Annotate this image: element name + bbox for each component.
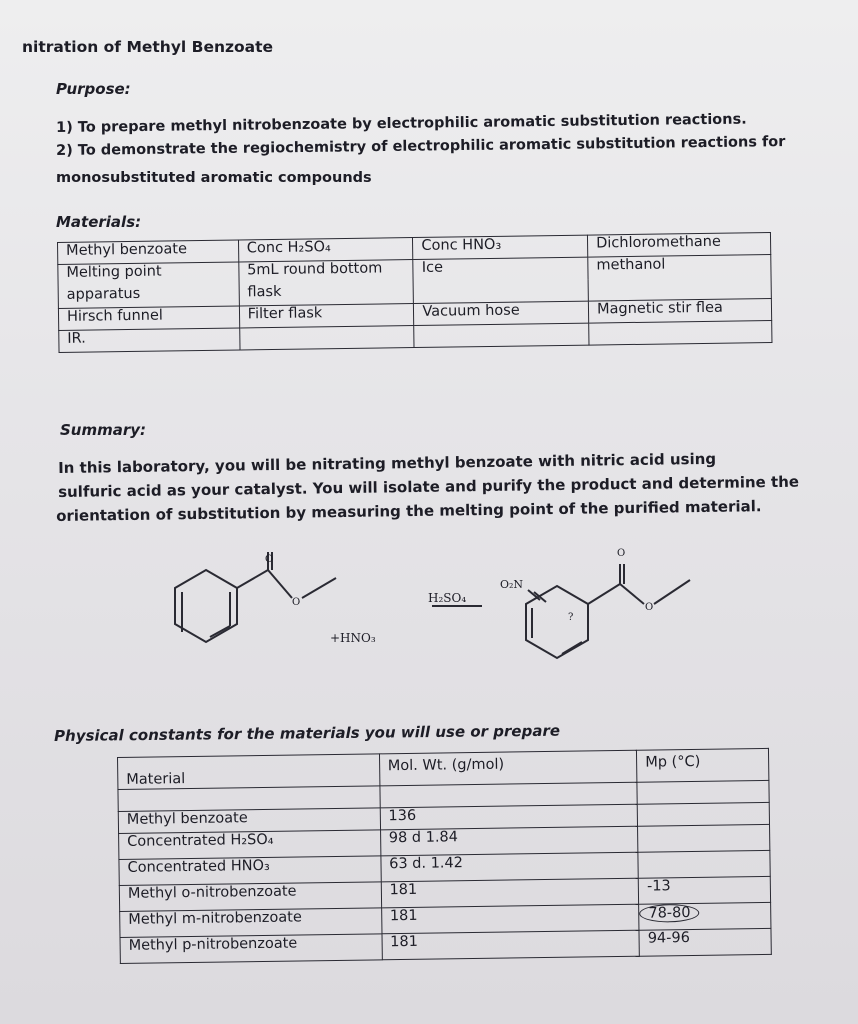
materials-cell xyxy=(414,323,589,347)
materials-cell: Filter flask xyxy=(239,304,414,328)
material-cell: Concentrated H₂SO₄ xyxy=(119,830,381,860)
mp-cell xyxy=(637,802,769,826)
material-cell: Methyl o-nitrobenzoate xyxy=(119,882,381,912)
reagent-label: +HNO₃ xyxy=(330,631,376,645)
mp-cell: -13 xyxy=(638,876,770,904)
molwt-cell: 181 xyxy=(382,930,640,960)
materials-cell: Hirsch funnel xyxy=(58,306,239,331)
materials-cell: IR. xyxy=(59,328,240,353)
mp-cell xyxy=(638,824,770,852)
methyl-nitrobenzoate-structure xyxy=(526,564,690,658)
spacer-cell xyxy=(637,780,769,804)
materials-heading: Materials: xyxy=(56,213,142,231)
mp-cell xyxy=(638,850,770,878)
molwt-cell xyxy=(381,904,639,934)
carbonyl-oxygen-label: O xyxy=(265,554,274,565)
ester-oxygen-label: O xyxy=(645,602,654,613)
molwt-cell: 98 d 1.84 xyxy=(380,826,638,856)
molwt-value: 181 xyxy=(389,907,418,925)
materials-cell: Ice xyxy=(413,257,588,281)
physical-constants-table xyxy=(117,748,772,964)
summary-line-2: sulfuric acid as your catalyst. You will isolate and purify the product and determine the xyxy=(58,472,800,501)
mp-cell: 94-96 xyxy=(639,928,771,956)
materials-cell xyxy=(239,326,414,350)
material-cell: Methyl benzoate xyxy=(118,808,380,834)
molwt-cell: 181 xyxy=(381,878,639,908)
materials-cell: 5mL round bottom xyxy=(239,260,414,284)
summary-line-1: In this laboratory, you will be nitrating methyl benzoate with nitric acid using xyxy=(58,449,717,477)
material-cell: Methyl p-nitrobenzoate xyxy=(120,934,382,964)
ester-oxygen-label: O xyxy=(292,597,301,608)
materials-cell: Conc HNO₃ xyxy=(413,235,588,259)
unknown-position-label: ? xyxy=(568,612,574,623)
materials-cell: Conc H₂SO₄ xyxy=(238,238,413,262)
purpose-line-2: 2) To demonstrate the regiochemistry of electrophilic aromatic substitution reactions for xyxy=(56,134,786,159)
materials-cell xyxy=(588,277,771,302)
nitro-group-label: O₂N xyxy=(500,578,524,591)
reaction-scheme xyxy=(0,540,858,680)
materials-cell: Methyl benzoate xyxy=(58,240,239,265)
materials-cell: methanol xyxy=(588,255,771,280)
materials-cell: flask xyxy=(239,282,414,306)
constants-heading: Physical constants for the materials you will use or prepare xyxy=(54,721,561,745)
mp-column-header: Mp (°C) xyxy=(637,748,769,782)
materials-cell: apparatus xyxy=(58,284,239,309)
summary-heading: Summary: xyxy=(60,421,147,439)
material-cell: Methyl m-nitrobenzoate xyxy=(120,908,382,938)
molwt-column-header: Mol. Wt. (g/mol) xyxy=(379,750,637,786)
materials-cell: Magnetic stir flea xyxy=(588,299,771,324)
mp-cell xyxy=(639,902,771,930)
purpose-line-1: 1) To prepare methyl nitrobenzoate by electrophilic aromatic substitution reactions. xyxy=(56,111,747,136)
molwt-cell: 63 d. 1.42 xyxy=(381,852,639,882)
molwt-cell: 136 xyxy=(380,804,638,830)
purpose-line-3: monosubstituted aromatic compounds xyxy=(56,170,372,186)
materials-cell: Vacuum hose xyxy=(414,301,589,325)
materials-cell xyxy=(589,321,772,346)
materials-cell: Melting point xyxy=(58,262,239,287)
materials-cell: Dichloromethane xyxy=(588,233,771,258)
circled-mp-value: 78-80 xyxy=(639,904,699,923)
materials-cell xyxy=(413,279,588,303)
summary-line-3: orientation of substitution by measuring the melting point of the purified material. xyxy=(56,497,762,525)
purpose-heading: Purpose: xyxy=(56,80,131,98)
material-column-header: Material xyxy=(118,754,380,790)
methyl-benzoate-structure xyxy=(175,552,336,642)
material-cell: Concentrated HNO₃ xyxy=(119,856,381,886)
materials-table xyxy=(57,232,772,353)
catalyst-label: H₂SO₄ xyxy=(428,591,467,605)
carbonyl-oxygen-label: O xyxy=(617,548,626,559)
document-title: nitration of Methyl Benzoate xyxy=(22,38,274,56)
